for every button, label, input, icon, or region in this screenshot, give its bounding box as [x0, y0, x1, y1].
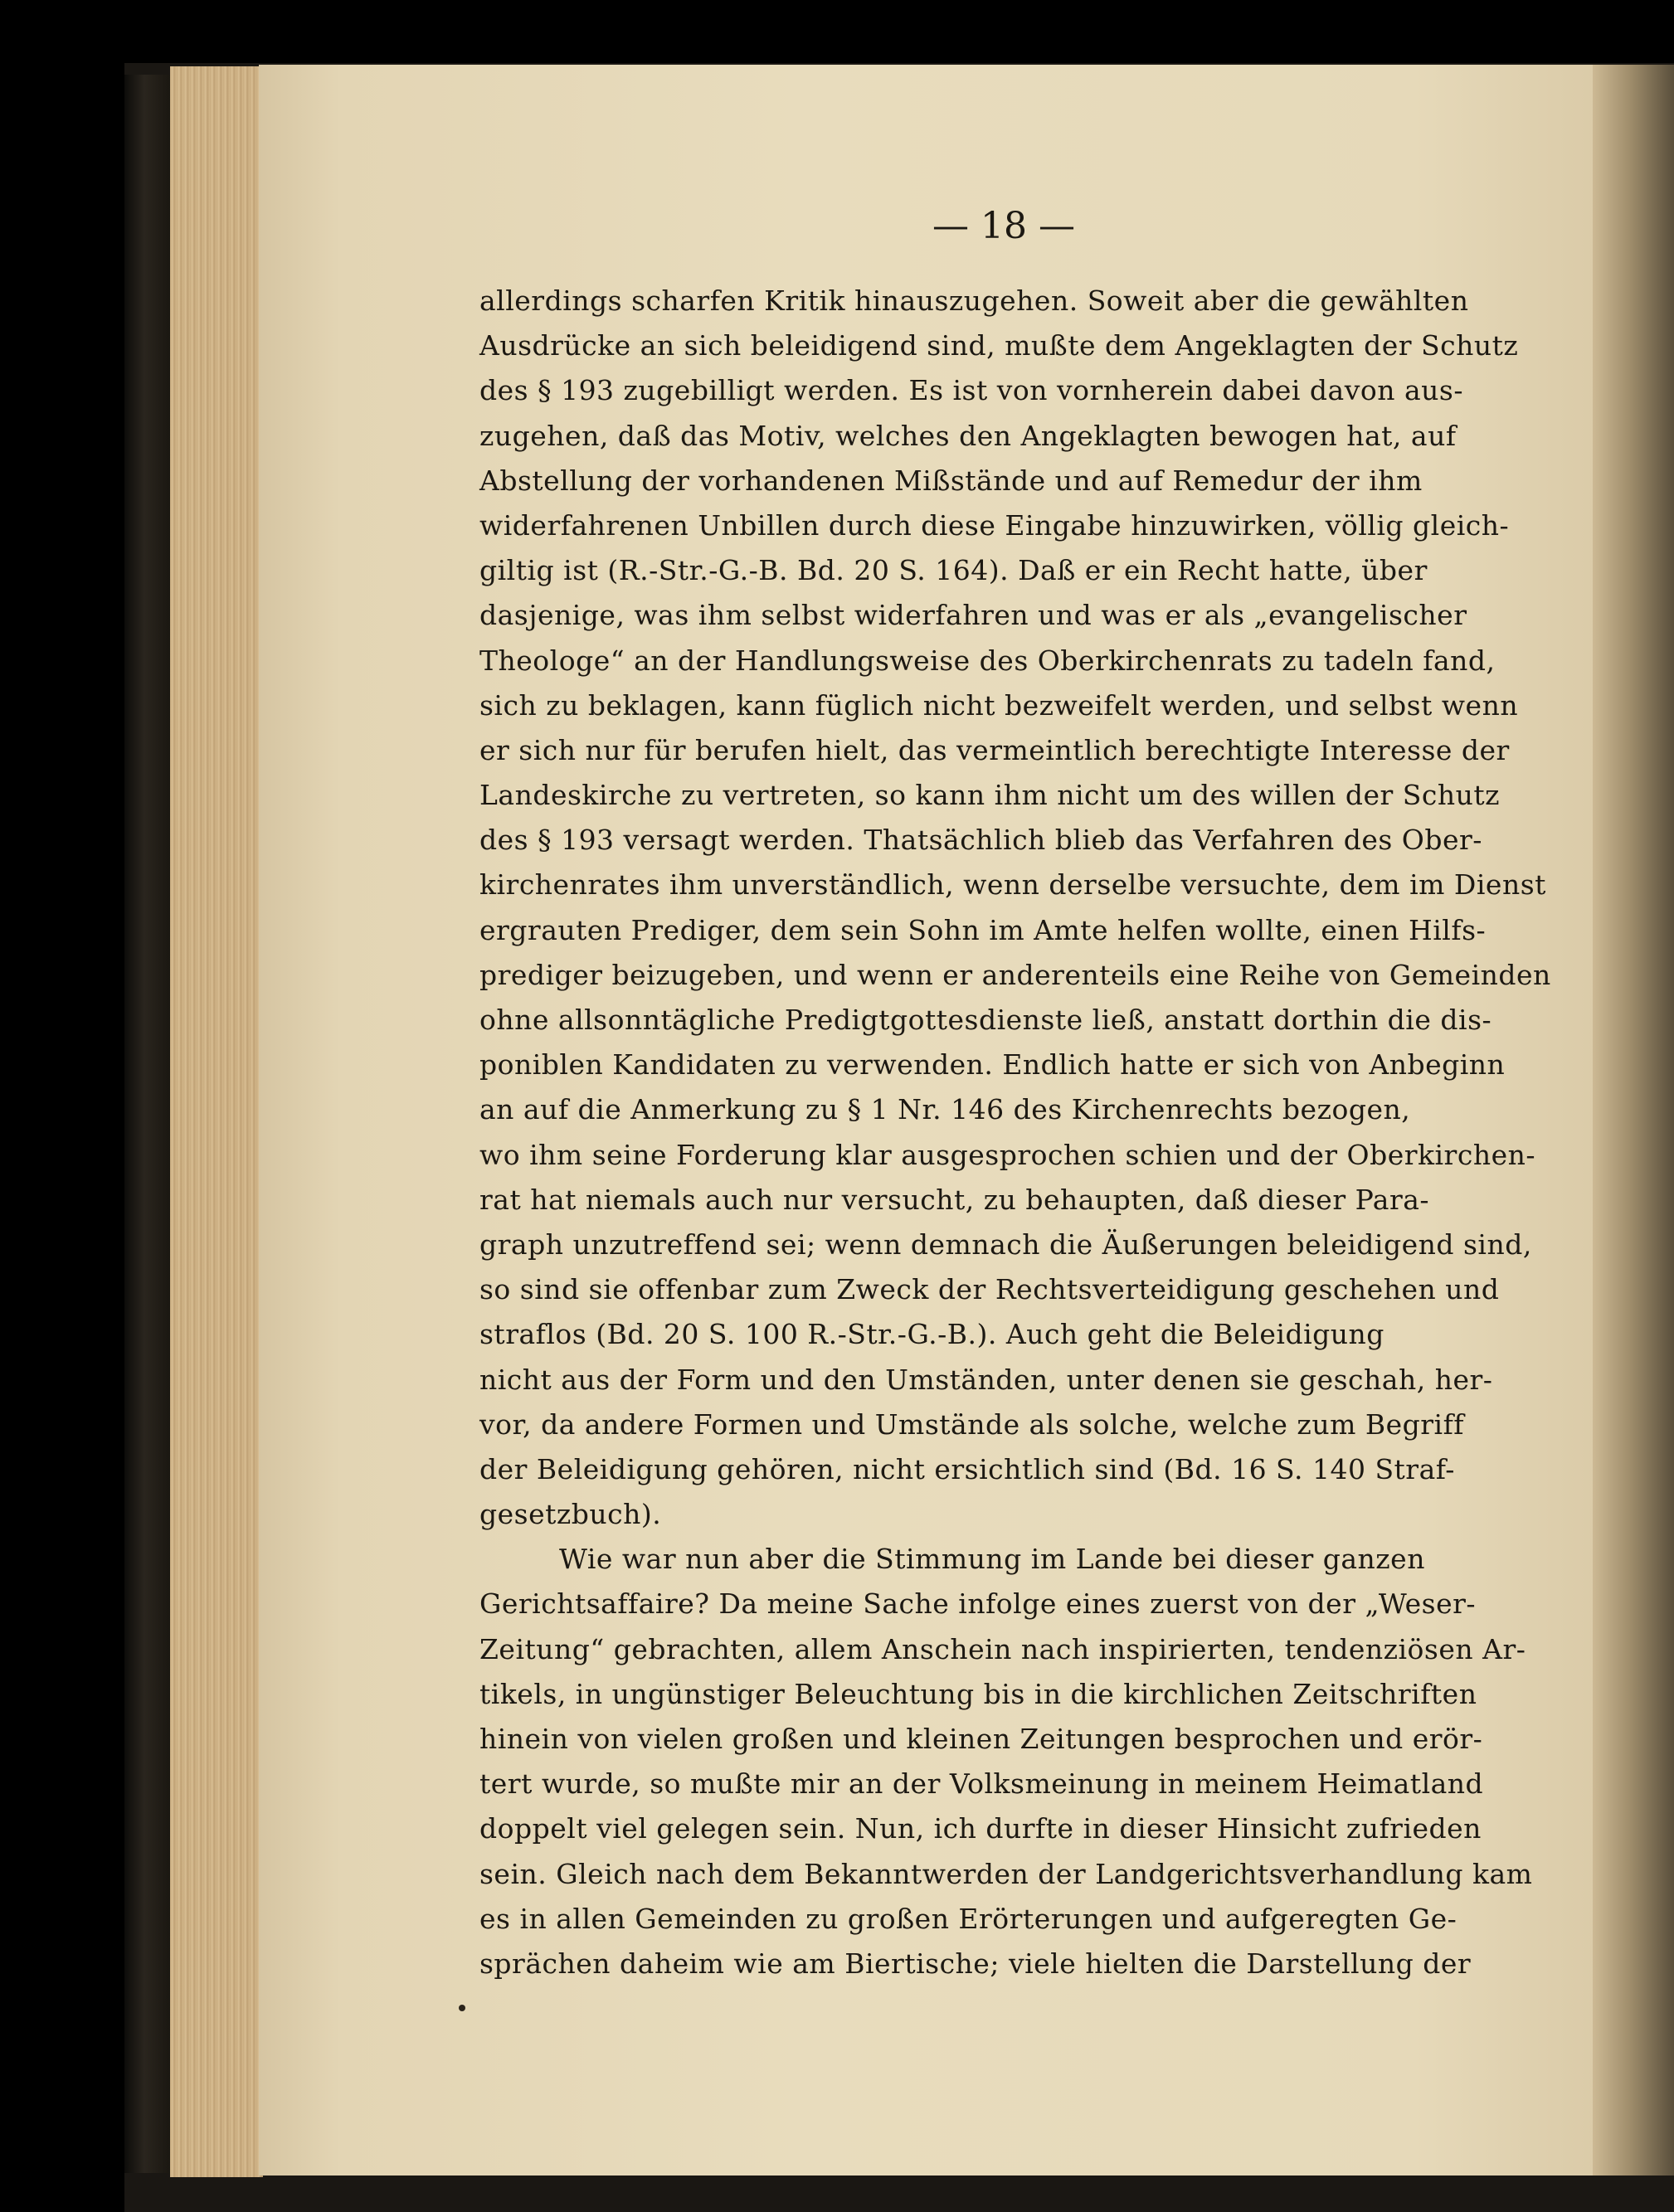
text-line: doppelt viel gelegen sein. Nun, ich durfte in dieser Hinsicht zufrieden — [479, 1812, 1482, 1845]
text-line: des § 193 versagt werden. Thatsächlich blieb das Verfahren des Ober- — [479, 824, 1482, 857]
text-line: vor, da andere Formen und Umstände als solche, welche zum Begriff — [479, 1407, 1465, 1441]
text-line: sein. Gleich nach dem Bekanntwerden der Landgerichtsverhandlung kam — [479, 1857, 1533, 1890]
text-line: Ausdrücke an sich beleidigend sind, mußte dem Angeklagten der Schutz — [479, 329, 1519, 362]
text-line: wo ihm seine Forderung klar ausgesprochen schien und der Oberkirchen- — [479, 1138, 1535, 1171]
book-cover-edge — [124, 75, 174, 2173]
text-line: hinein von vielen großen und kleinen Zeitungen besprochen und erör- — [479, 1723, 1483, 1755]
text-line: kirchenrates ihm unverständlich, wenn derselbe versuchte, dem im Dienst — [479, 868, 1546, 902]
text-line: dasjenige, was ihm selbst widerfahren und was er als „evangelischer — [479, 599, 1467, 632]
page-number: — 18 — — [932, 205, 1075, 247]
text-line: der Beleidigung gehören, nicht ersichtlich sind (Bd. 16 S. 140 Straf- — [479, 1452, 1455, 1485]
text-line: Abstellung der vorhandenen Mißstände und auf Remedur der ihm — [479, 464, 1423, 497]
text-line: er sich nur für berufen hielt, das vermeintlich berechtigte Interesse der — [479, 733, 1510, 766]
text-line: so sind sie offenbar zum Zweck der Rechtsverteidigung geschehen und — [479, 1273, 1500, 1306]
page-gutter-shadow — [1593, 65, 1674, 2176]
text-line: straflos (Bd. 20 S. 100 R.-Str.-G.-B.). Auch geht die Beleidigung — [479, 1318, 1384, 1351]
text-line: poniblen Kandidaten zu verwenden. Endlich hatte er sich von Anbeginn — [479, 1048, 1506, 1082]
text-line: es in allen Gemeinden zu großen Erörterungen und aufgeregten Ge- — [479, 1902, 1457, 1935]
page-edges-stack — [170, 66, 263, 2177]
text-line: sich zu beklagen, kann füglich nicht bezweifelt werden, und selbst wenn — [479, 688, 1519, 722]
text-line: tikels, in ungünstiger Beleuchtung bis in die kirchlichen Zeitschriften — [479, 1677, 1477, 1710]
text-line: prediger beizugeben, und wenn er anderenteils eine Reihe von Gemeinden — [479, 958, 1551, 991]
paragraph-first-line: Wie war nun aber die Stimmung im Lande bei dieser ganzen — [559, 1543, 1425, 1576]
text-line: Zeitung“ gebrachten, allem Anschein nach inspirierten, tendenziösen Ar- — [479, 1632, 1526, 1665]
text-line: Gerichtsaffaire? Da meine Sache infolge eines zuerst von der „Weser- — [479, 1587, 1477, 1621]
text-line: allerdings scharfen Kritik hinauszugehen. Soweit aber die gewählten — [479, 284, 1469, 317]
text-line: an auf die Anmerkung zu § 1 Nr. 146 des Kirchenrechts bezogen, — [479, 1093, 1411, 1126]
text-line: ergrauten Prediger, dem sein Sohn im Amte helfen wollte, einen Hilfs- — [479, 913, 1487, 946]
text-line: tert wurde, so mußte mir an der Volksmeinung in meinem Heimatland — [479, 1767, 1484, 1801]
text-line: rat hat niemals auch nur versucht, zu behaupten, daß dieser Para- — [479, 1183, 1430, 1216]
text-line: gesetzbuch). — [479, 1498, 662, 1531]
text-line: graph unzutreffend sei; wenn demnach die Äußerungen beleidigend sind, — [479, 1228, 1532, 1261]
page-body-text — [479, 279, 1551, 1986]
text-line: des § 193 zugebilligt werden. Es ist von vornherein dabei davon aus- — [479, 374, 1463, 407]
text-line: ohne allsonntägliche Predigtgottesdienste ließ, anstatt dorthin die dis- — [479, 1004, 1492, 1036]
margin-ink-dot — [459, 2005, 465, 2011]
text-line: Theologe“ an der Handlungsweise des Oberkirchenrats zu tadeln fand, — [479, 644, 1496, 677]
text-line: zugehen, daß das Motiv, welches den Angeklagten bewogen hat, auf — [479, 419, 1457, 452]
text-line: giltig ist (R.-Str.-G.-B. Bd. 20 S. 164). Daß er ein Recht hatte, über — [479, 554, 1428, 587]
text-line: nicht aus der Form und den Umständen, unter denen sie geschah, her- — [479, 1363, 1493, 1396]
text-line: sprächen daheim wie am Biertische; viele hielten die Darstellung der — [479, 1947, 1472, 1980]
text-line: Landeskirche zu vertreten, so kann ihm nicht um des willen der Schutz — [479, 779, 1500, 812]
text-line: widerfahrenen Unbillen durch diese Eingabe hinzuwirken, völlig gleich- — [479, 508, 1510, 542]
